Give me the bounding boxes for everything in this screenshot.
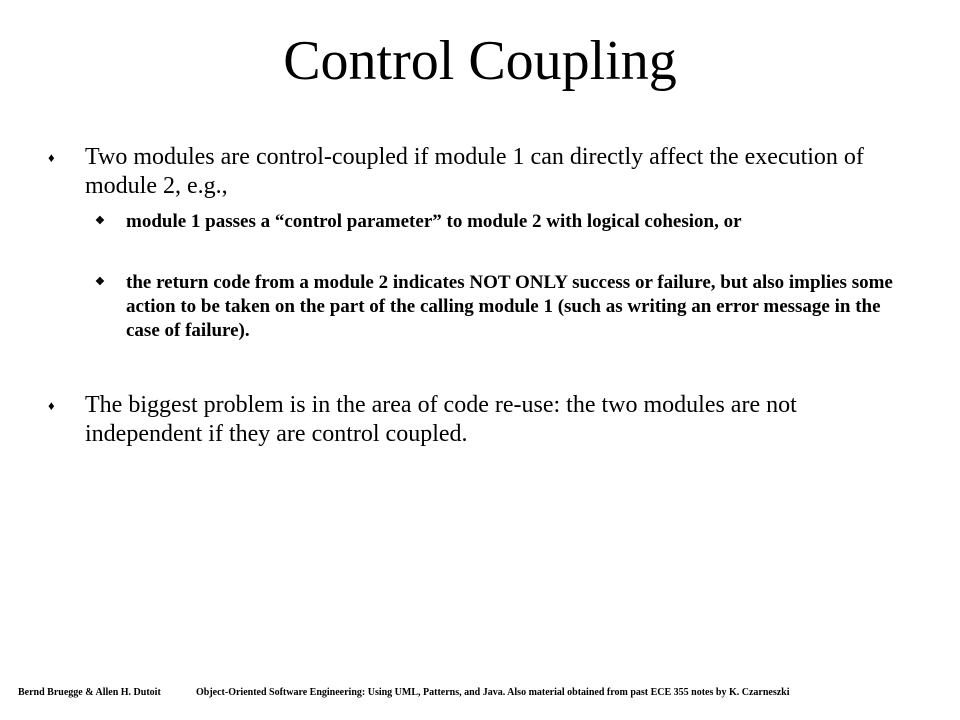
sub-bullet-item-2 bbox=[95, 271, 900, 343]
sub-bullet-text-2: the return code from a module 2 indicates NOT ONLY success or failure, but also implies some action to be taken on the part of the calling module 1 (such as writing an error message in the case of failure). bbox=[126, 272, 893, 341]
bullet-text-1: Two modules are control-coupled if module 1 can directly affect the execution of module 2, e.g., bbox=[85, 144, 864, 199]
diamond-bullet-icon: ♦ bbox=[48, 398, 55, 413]
bullet-item-1 bbox=[48, 143, 908, 201]
fleuron-bullet-icon: ❖ bbox=[95, 276, 105, 288]
sub-bullet-text-1: module 1 passes a “control parameter” to module 2 with logical cohesion, or bbox=[126, 211, 742, 232]
fleuron-bullet-icon: ❖ bbox=[95, 215, 105, 227]
slide-title: Control Coupling bbox=[283, 30, 677, 92]
bullet-item-2 bbox=[48, 391, 908, 449]
footer-authors: Bernd Bruegge & Allen H. Dutoit bbox=[18, 687, 161, 698]
diamond-bullet-icon: ♦ bbox=[48, 150, 55, 165]
bullet-text-2: The biggest problem is in the area of code re-use: the two modules are not independent if they are control coupled. bbox=[85, 392, 797, 447]
slide-footer bbox=[18, 687, 918, 699]
footer-course: Object-Oriented Software Engineering: Using UML, Patterns, and Java. Also material obtained from past ECE 355 notes by K. Czarneszki bbox=[196, 687, 790, 698]
sub-bullet-item-1 bbox=[95, 210, 900, 234]
